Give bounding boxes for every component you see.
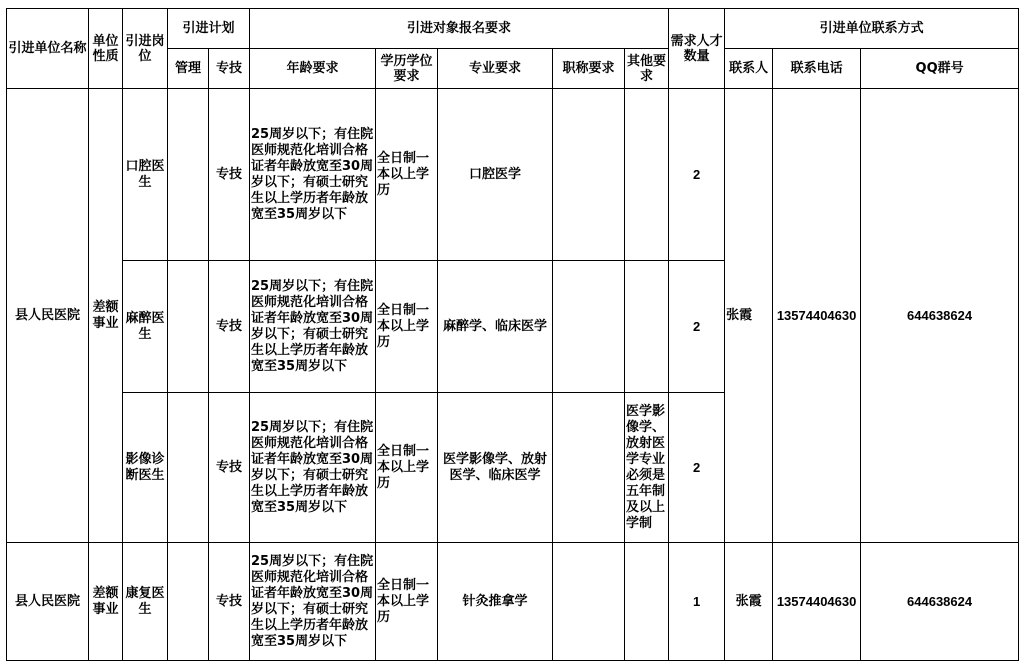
major-requirement-cell: 针灸推拿学 [438,543,553,661]
header-row-1 [7,9,1019,49]
title-requirement-cell [553,543,625,661]
contact-phone-cell: 13574404630 [773,89,861,543]
table-row [7,543,1019,661]
header-plan-tech: 专技 [209,49,250,89]
header-post: 引进岗位 [123,9,168,89]
contact-phone-cell: 13574404630 [773,543,861,661]
edu-requirement-cell: 全日制一本以上学历 [376,543,438,661]
header-unit-name: 引进单位名称 [7,9,89,89]
plan-tech-cell: 专技 [209,261,250,393]
post-cell: 口腔医生 [123,89,168,261]
plan-mgmt-cell [168,261,209,393]
major-requirement-cell: 口腔医学 [438,89,553,261]
header-contact-qq: QQ群号 [861,49,1019,89]
post-cell: 影像诊断医生 [123,393,168,543]
plan-mgmt-cell [168,393,209,543]
demand-cell: 2 [669,261,725,393]
contact-qq-cell: 644638624 [861,543,1019,661]
other-requirement-cell: 医学影像学、放射医学专业必须是五年制及以上学制 [625,393,669,543]
major-requirement-cell: 麻醉学、临床医学 [438,261,553,393]
header-requirements: 引进对象报名要求 [250,9,669,49]
title-requirement-cell [553,261,625,393]
major-requirement-cell: 医学影像学、放射医学、临床医学 [438,393,553,543]
other-requirement-cell [625,261,669,393]
demand-cell: 2 [669,393,725,543]
age-requirement-cell: 25周岁以下；有住院医师规范化培训合格证者年龄放宽至30周岁以下；有硕士研究生以上学历者年龄放宽至35周岁以下 [250,89,376,261]
unit-type-cell: 差额事业 [89,543,123,661]
other-requirement-cell [625,543,669,661]
post-cell: 康复医生 [123,543,168,661]
table-row [7,89,1019,261]
plan-tech-cell: 专技 [209,393,250,543]
age-requirement-cell: 25周岁以下；有住院医师规范化培训合格证者年龄放宽至30周岁以下；有硕士研究生以上学历者年龄放宽至35周岁以下 [250,261,376,393]
header-req-major: 专业要求 [438,49,553,89]
header-req-title: 职称要求 [553,49,625,89]
edu-requirement-cell: 全日制一本以上学历 [376,393,438,543]
other-requirement-cell [625,89,669,261]
edu-requirement-cell: 全日制一本以上学历 [376,261,438,393]
header-plan: 引进计划 [168,9,250,49]
unit-name-cell: 县人民医院 [7,543,89,661]
recruitment-table [6,8,1019,661]
age-requirement-cell: 25周岁以下；有住院医师规范化培训合格证者年龄放宽至30周岁以下；有硕士研究生以上学历者年龄放宽至35周岁以下 [250,393,376,543]
header-req-other: 其他要求 [625,49,669,89]
contact-person-cell: 张霞 [725,543,773,661]
title-requirement-cell [553,393,625,543]
plan-mgmt-cell [168,543,209,661]
header-demand: 需求人才数量 [669,9,725,89]
unit-name-cell: 县人民医院 [7,89,89,543]
plan-tech-cell: 专技 [209,89,250,261]
contact-qq-cell: 644638624 [861,89,1019,543]
header-plan-mgmt: 管理 [168,49,209,89]
plan-mgmt-cell [168,89,209,261]
age-requirement-cell: 25周岁以下；有住院医师规范化培训合格证者年龄放宽至30周岁以下；有硕士研究生以上学历者年龄放宽至35周岁以下 [250,543,376,661]
title-requirement-cell [553,89,625,261]
contact-person-cell: 张霞 [725,89,773,543]
header-contact: 引进单位联系方式 [725,9,1019,49]
header-req-edu: 学历学位要求 [376,49,438,89]
header-req-age: 年龄要求 [250,49,376,89]
demand-cell: 2 [669,89,725,261]
header-contact-phone: 联系电话 [773,49,861,89]
plan-tech-cell: 专技 [209,543,250,661]
demand-cell: 1 [669,543,725,661]
post-cell: 麻醉医生 [123,261,168,393]
edu-requirement-cell: 全日制一本以上学历 [376,89,438,261]
unit-type-cell: 差额事业 [89,89,123,543]
header-contact-person: 联系人 [725,49,773,89]
header-unit-type: 单位性质 [89,9,123,89]
